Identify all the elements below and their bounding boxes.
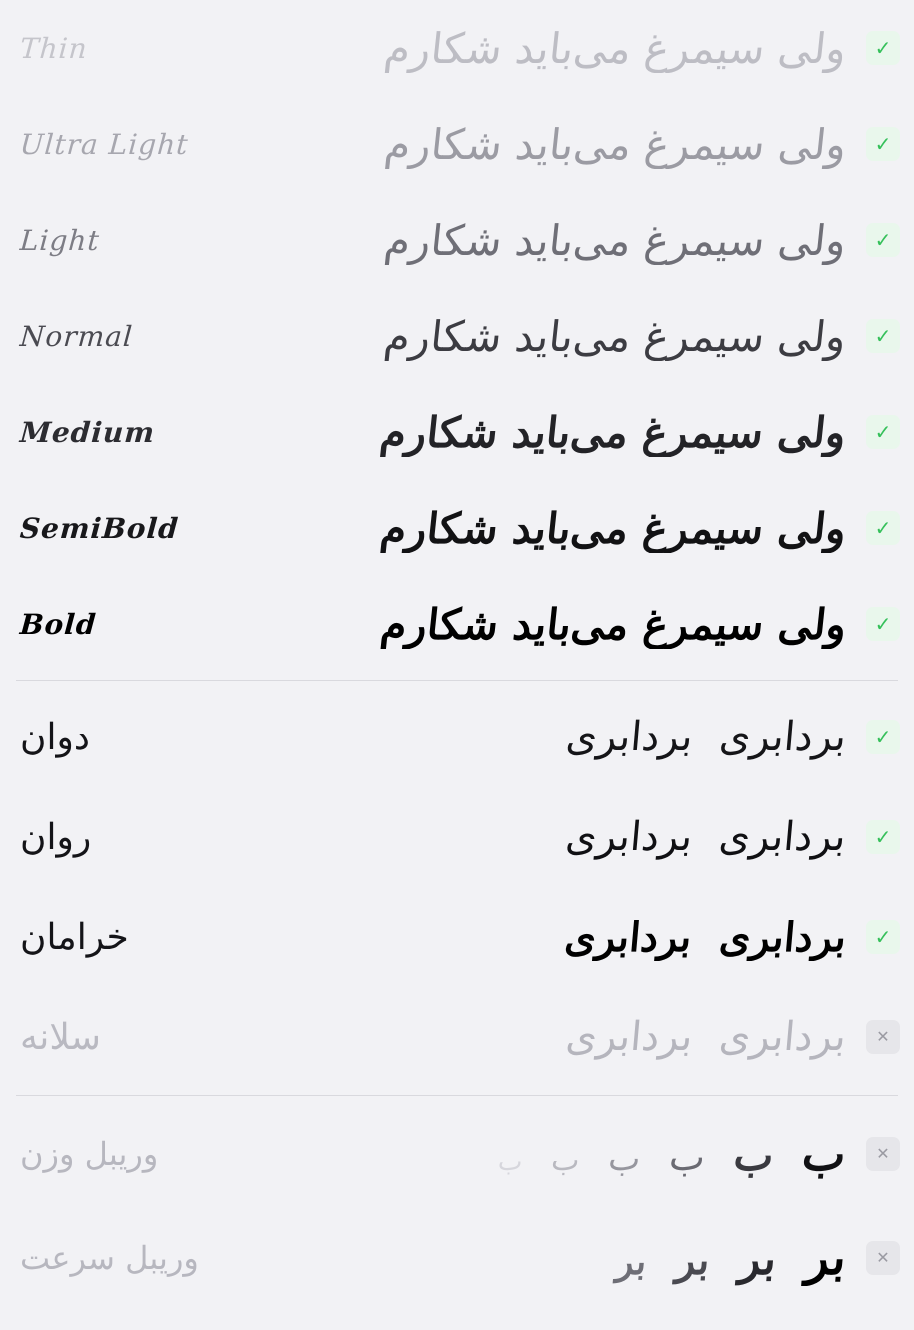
toggle-check-ultra-light[interactable]: ✓ [866,127,900,161]
section-divider-1 [16,680,898,681]
glyph-speed-1: بر [614,1241,649,1283]
table-row[interactable] [0,787,914,887]
glyph-speed-2: بر [674,1237,712,1284]
weight-label-medium: Medium [18,415,157,449]
weight-label-ultra-light: Ultra Light [18,127,190,161]
style-label-dovan: دوان [20,716,90,758]
table-row[interactable] [0,687,914,787]
table-row[interactable] [0,384,914,480]
glyph-step-2: ب [550,1143,582,1178]
style-label-khoraman: خرامان [20,916,129,958]
table-row[interactable] [0,480,914,576]
style-label-salane: سلانه [20,1016,101,1058]
toggle-check-bold[interactable]: ✓ [866,607,900,641]
sample-text-style-khoraman: بردابری بردابری [562,913,849,961]
weight-label-normal: Normal [18,319,135,353]
sample-text-variable-weight [156,1127,866,1181]
variable-label-speed: وریبل سرعت [20,1239,199,1277]
table-row[interactable] [0,1102,914,1206]
table-row[interactable] [0,0,914,96]
table-row[interactable] [0,288,914,384]
toggle-check-style-khoraman[interactable]: ✓ [866,920,900,954]
table-row[interactable] [0,887,914,987]
toggle-check-variable-weight[interactable]: ✕ [866,1137,900,1171]
toggle-check-normal[interactable]: ✓ [866,319,900,353]
glyph-speed-4: بر [803,1230,849,1286]
weight-label-semibold: SemiBold [18,511,181,545]
variable-group [0,1102,914,1310]
weight-label-thin: Thin [18,31,89,65]
sample-text-medium: ولی سیمرغ می‌باید شکارم [377,407,849,457]
toggle-check-variable-speed[interactable]: ✕ [866,1241,900,1275]
glyph-step-3: ب [607,1139,643,1179]
glyph-speed-3: بر [737,1234,779,1285]
sample-text-ultra-light: ولی سیمرغ می‌باید شکارم [381,119,849,169]
weight-label-light: Light [18,223,101,257]
sample-text-semibold: ولی سیمرغ می‌باید شکارم [377,503,849,553]
glyph-step-6: ب [800,1127,849,1181]
table-row[interactable] [0,96,914,192]
sample-text-normal: ولی سیمرغ می‌باید شکارم [381,311,849,361]
sample-text-bold: ولی سیمرغ می‌باید شکارم [377,599,849,649]
toggle-check-thin[interactable]: ✓ [866,31,900,65]
toggle-check-style-dovan[interactable]: ✓ [866,720,900,754]
styles-group [0,687,914,1087]
toggle-check-style-salane[interactable]: ✕ [866,1020,900,1054]
toggle-check-light[interactable]: ✓ [866,223,900,257]
toggle-check-semibold[interactable]: ✓ [866,511,900,545]
sample-text-style-dovan: بردابری بردابری [563,714,849,760]
glyph-step-5: ب [732,1131,776,1180]
sample-text-style-ravan: بردابری بردابری [563,814,849,860]
sample-text-light: ولی سیمرغ می‌باید شکارم [381,215,849,265]
sample-text-variable-speed [196,1230,866,1286]
weight-label-bold: Bold [18,607,98,641]
sample-text-style-salane: بردابری بردابری [563,1014,849,1060]
table-row[interactable] [0,576,914,672]
style-label-ravan: روان [20,816,92,858]
toggle-check-medium[interactable]: ✓ [866,415,900,449]
table-row[interactable] [0,1206,914,1310]
section-divider-2 [16,1095,898,1096]
table-row[interactable] [0,192,914,288]
glyph-step-1: ب [497,1147,525,1177]
table-row[interactable] [0,987,914,1087]
variable-label-weight: وریبل وزن [20,1135,159,1173]
glyph-step-4: ب [667,1135,708,1179]
sample-text-thin: ولی سیمرغ می‌باید شکارم [381,23,849,73]
toggle-check-style-ravan[interactable]: ✓ [866,820,900,854]
